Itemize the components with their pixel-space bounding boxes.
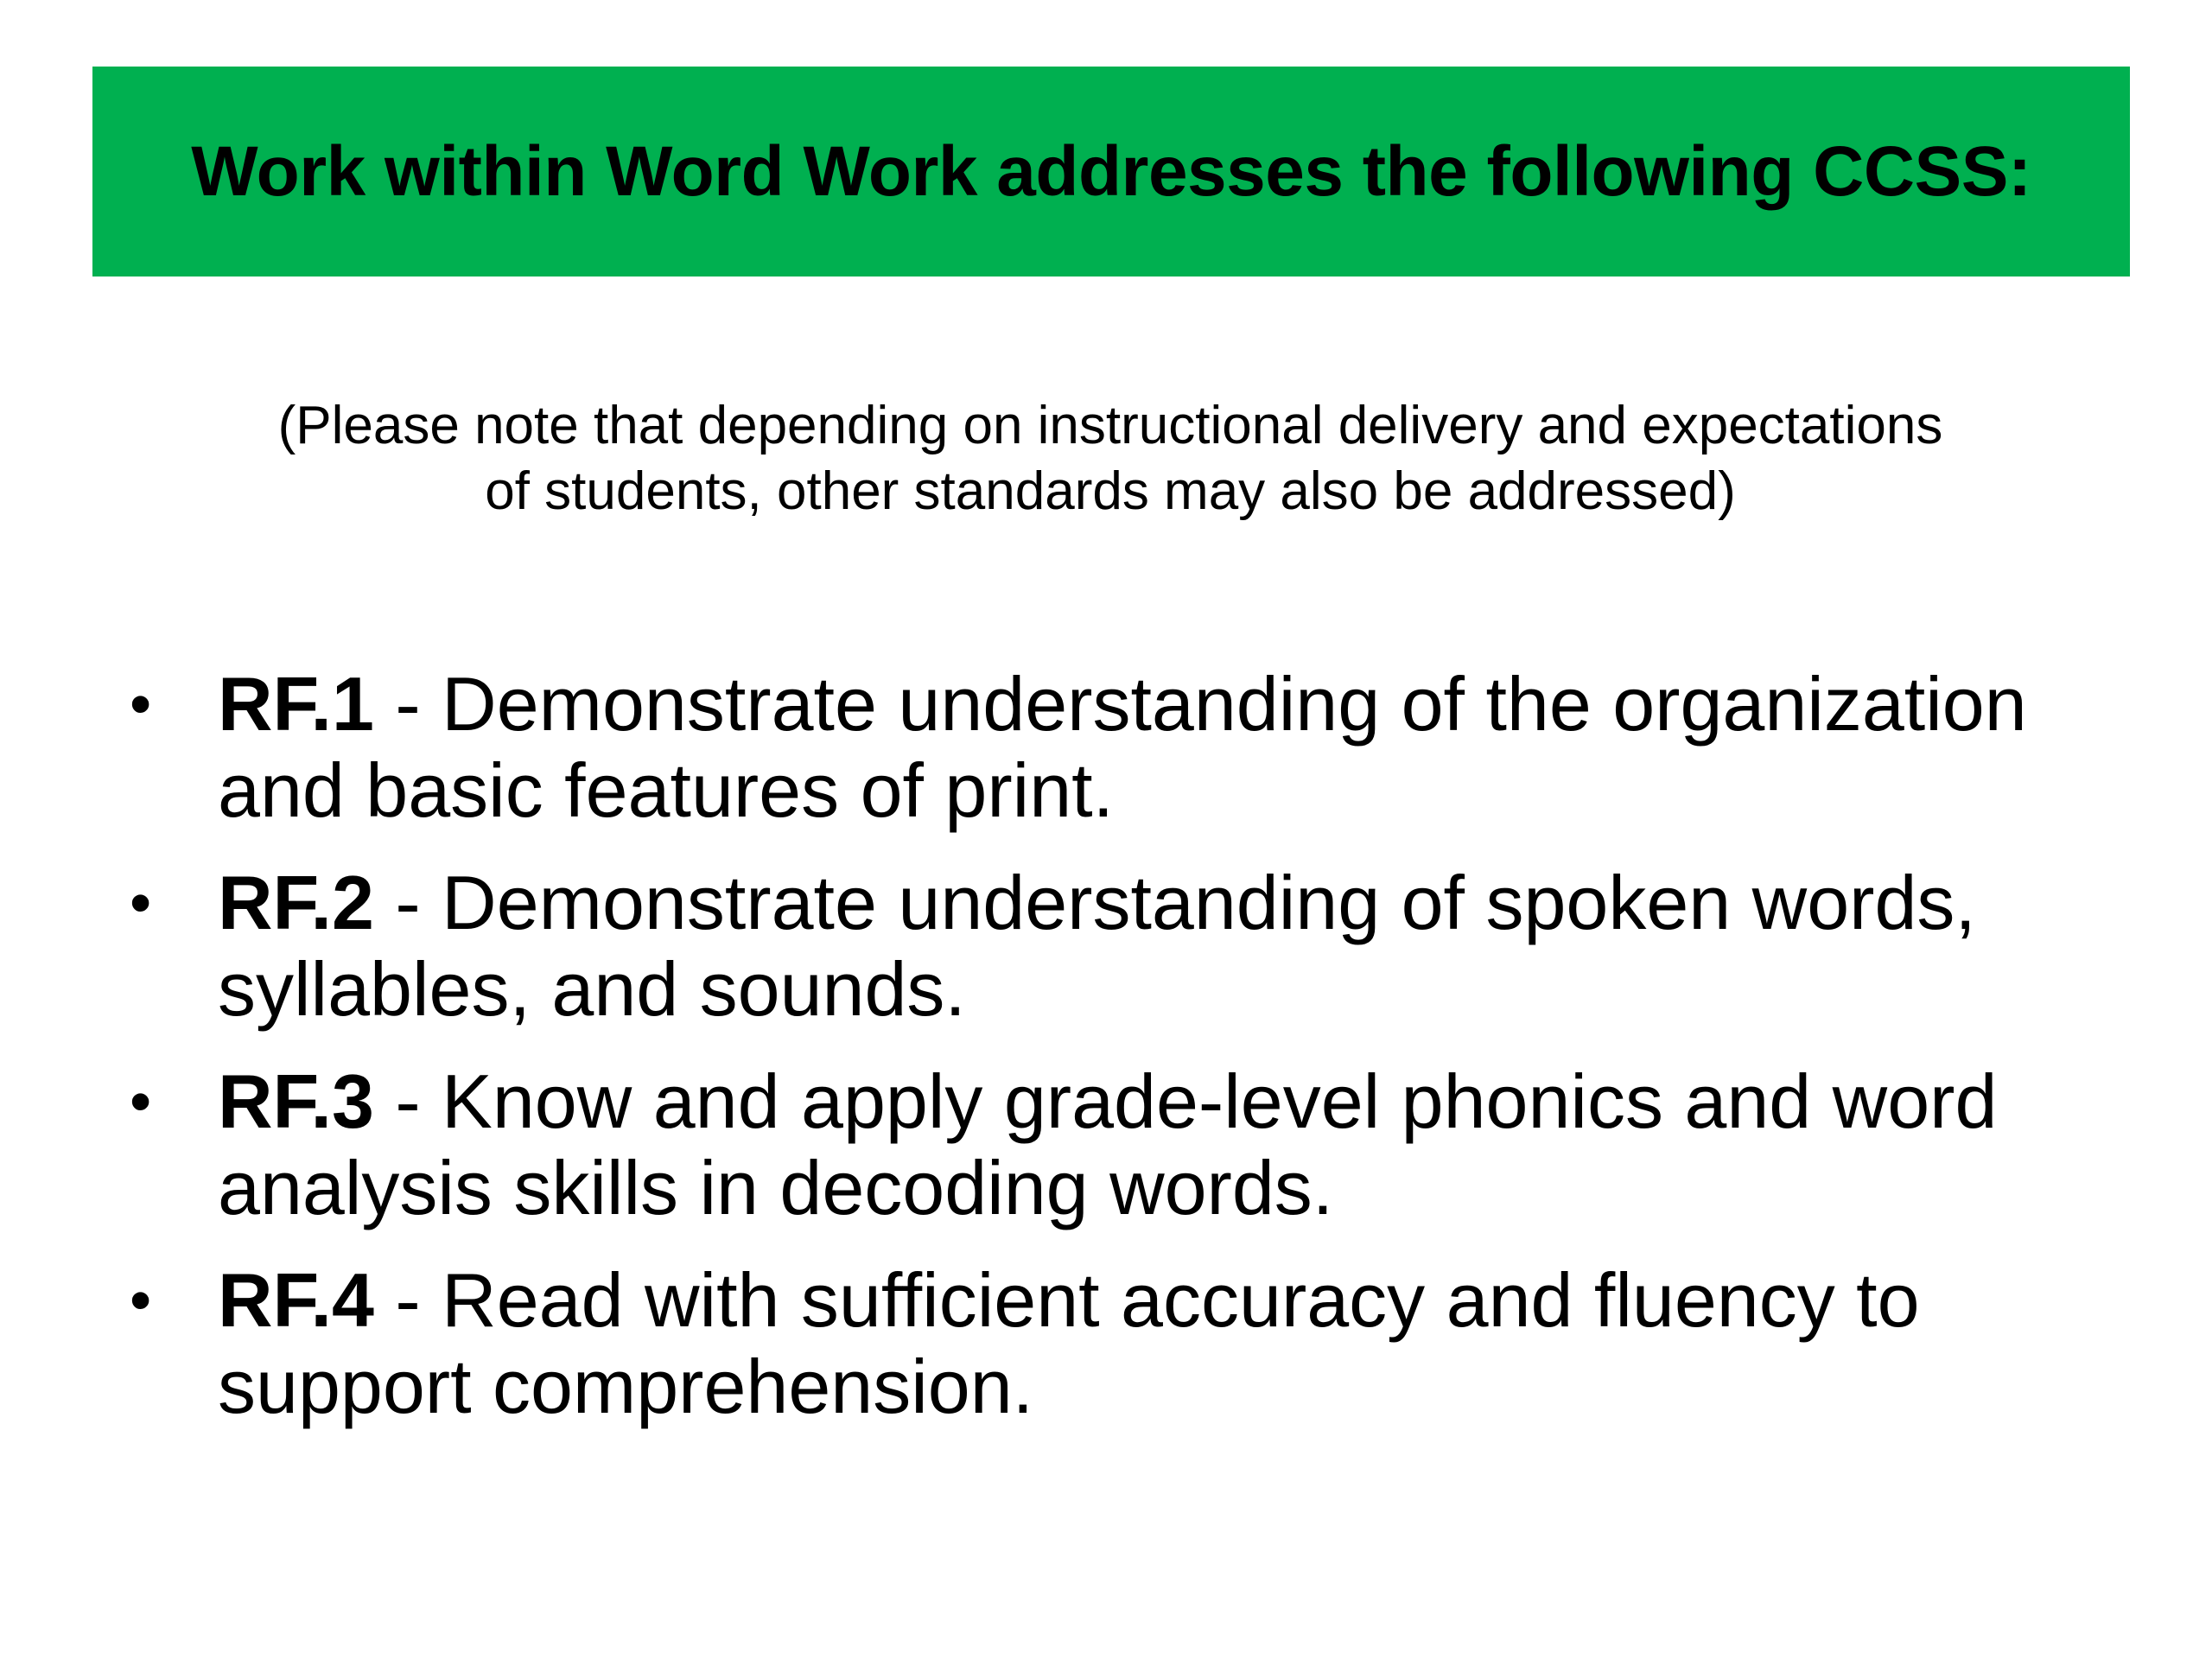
standard-description: - Know and apply grade-level phonics and word analysis skills in decoding words. — [218, 1058, 1998, 1230]
standard-code: RF.3 — [218, 1058, 374, 1144]
standard-code: RF.4 — [218, 1257, 374, 1343]
standard-description: - Demonstrate understanding of the organization and basic features of print. — [218, 661, 2027, 833]
subtitle-line-1: (Please note that depending on instructional delivery and expectations — [277, 396, 1943, 455]
slide-title: Work within Word Work addresses the following CCSS: — [191, 131, 2031, 211]
standards-list — [130, 661, 2117, 1456]
standard-code: RF.2 — [218, 860, 374, 945]
standard-description: - Demonstrate understanding of spoken words, syllables, and sounds. — [218, 860, 1976, 1032]
standard-code: RF.1 — [218, 661, 374, 747]
standard-description: - Read with sufficient accuracy and fluency to support comprehension. — [218, 1257, 1920, 1429]
bullet-icon: • — [130, 1266, 152, 1335]
subtitle-note — [121, 393, 2100, 524]
list-item — [130, 661, 2117, 834]
bullet-icon: • — [130, 670, 152, 739]
subtitle-line-2: of students, other standards may also be addressed) — [485, 461, 1736, 521]
list-item — [130, 860, 2117, 1033]
bullet-icon: • — [130, 1067, 152, 1136]
list-item — [130, 1257, 2117, 1430]
list-item — [130, 1058, 2117, 1231]
title-banner — [92, 67, 2130, 276]
bullet-icon: • — [130, 868, 152, 938]
